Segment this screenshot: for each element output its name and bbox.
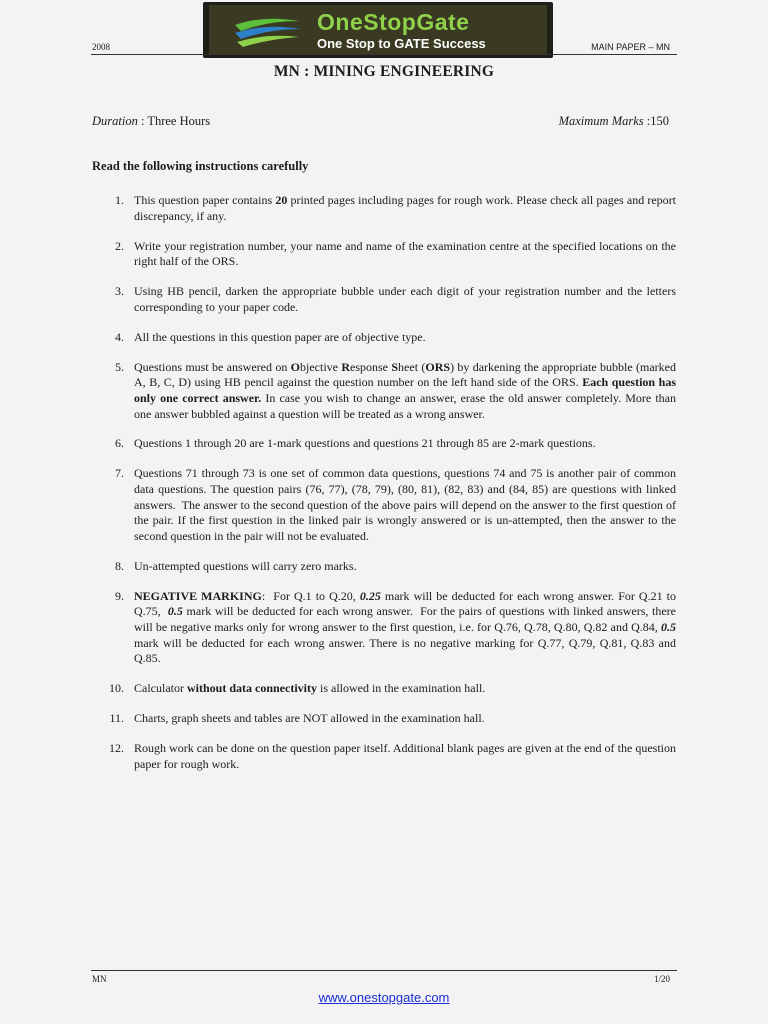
instruction-item — [92, 741, 676, 772]
header-divider — [91, 54, 677, 55]
instruction-number: 6. — [115, 436, 124, 451]
instruction-number: 4. — [115, 329, 124, 344]
website-link[interactable]: www.onestopgate.com — [318, 990, 450, 1005]
instruction-number: 3. — [115, 284, 124, 299]
instruction-number: 5. — [115, 359, 124, 374]
duration — [92, 114, 210, 129]
instruction-text: Questions 1 through 20 are 1-mark questions and questions 21 through 85 are 2-mark questions. — [134, 436, 596, 451]
footer-page-number: 1/20 — [653, 974, 670, 984]
instruction-text: NEGATIVE MARKING: For Q.1 to Q.20, 0.25 mark will be deducted for each wrong answer. For Q.21 to Q.75, 0.5 mark will be deducted for each wrong answer. For the pairs of questions with linked answers, there will be negative marks only for wrong answer to the first question, i.e. for Q.76, Q.78, Q.80, Q.82 and Q.84, 0.5 mark will be deducted for each wrong answer. There is no negative marking for Q.77, Q.79, Q.81, Q.83 and Q.85. — [134, 588, 676, 666]
instruction-text: Calculator without data connectivity is allowed in the examination hall. — [134, 681, 486, 696]
instruction-number: 2. — [115, 238, 124, 253]
logo-name: OneStopGate — [317, 9, 470, 35]
instruction-item — [92, 193, 676, 224]
instruction-item — [92, 436, 676, 452]
instruction-text: Un-attempted questions will carry zero marks. — [134, 558, 357, 573]
onestopgate-logo — [203, 2, 553, 58]
instructions-list — [92, 193, 676, 787]
instruction-item — [92, 284, 676, 315]
footer-divider — [91, 970, 677, 971]
page-title: MN : MINING ENGINEERING — [273, 63, 495, 80]
header-paper: MAIN PAPER – MN — [591, 42, 670, 52]
instruction-item — [92, 559, 676, 575]
swoosh-icon — [233, 15, 303, 49]
instruction-number: 7. — [115, 466, 124, 481]
instruction-number: 10. — [109, 681, 124, 696]
duration-value: : Three Hours — [137, 114, 211, 128]
instruction-item — [92, 239, 676, 270]
logo-tagline: One Stop to GATE Success — [317, 36, 486, 51]
instruction-item — [92, 711, 676, 727]
instruction-text: All the questions in this question paper are of objective type. — [134, 329, 426, 344]
footer-code: MN — [92, 974, 107, 984]
instruction-number: 1. — [115, 193, 124, 207]
instruction-text: This question paper contains 20 printed pages including pages for rough work. Please check all pages and report discrepancy, if any. — [134, 193, 677, 223]
instructions-heading: Read the following instructions carefully — [92, 159, 309, 173]
instruction-item — [92, 466, 676, 544]
logo-panel — [209, 5, 547, 55]
instruction-text: Questions 71 through 73 is one set of common data questions, questions 74 and 75 is another pair of common data questions. The question pairs (76, 77), (78, 79), (80, 81), (82, 83) and (84, 85) are questions with linked answers. The answer to the second question of the above pairs will depend on the answer to the first question of the pair. If the first question in the linked pair is wrongly answered or is un-attempted, then the answer to the second question in the pair will not be evaluated. — [134, 466, 676, 543]
instruction-number: 11. — [109, 711, 124, 726]
instruction-number: 12. — [109, 741, 124, 756]
instruction-text: Charts, graph sheets and tables are NOT allowed in the examination hall. — [134, 711, 485, 726]
instruction-text: Questions must be answered on Objective Response Sheet (ORS) by darkening the appropriate bubble (marked A, B, C, D) using HB pencil against the question number on the left hand side of the ORS. Each question has only one correct answer. In case you wish to change an answer, erase the old answer completely. More than one answer bubbled against a question will be treated as a wrong answer. — [134, 359, 677, 421]
instruction-text: Rough work can be done on the question paper itself. Additional blank pages are given at the end of the question paper for rough work. — [134, 741, 676, 771]
instruction-number: 8. — [115, 558, 124, 573]
duration-label: Duration — [92, 114, 138, 128]
instruction-item — [92, 681, 676, 697]
instruction-item — [92, 589, 676, 667]
marks-value: :150 — [643, 114, 669, 128]
header-year: 2008 — [92, 42, 110, 52]
instruction-text: Write your registration number, your name and name of the examination centre at the specified locations on the right half of the ORS. — [134, 238, 676, 269]
instruction-number: 9. — [115, 588, 124, 603]
instruction-item — [92, 360, 676, 422]
marks-label: Maximum Marks — [558, 114, 644, 128]
instruction-text: Using HB pencil, darken the appropriate bubble under each digit of your registration number and the letters corresponding to your paper code. — [134, 284, 676, 314]
maximum-marks — [559, 114, 669, 129]
instruction-item — [92, 330, 676, 346]
